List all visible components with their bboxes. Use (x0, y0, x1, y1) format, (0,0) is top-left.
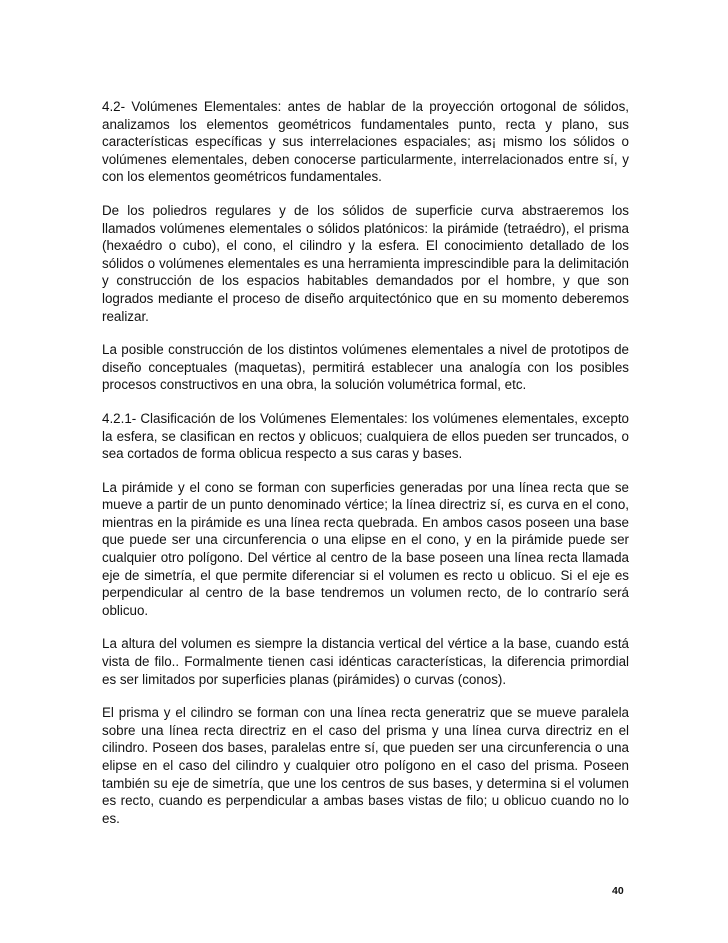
paragraph-altura-volumen: La altura del volumen es siempre la distancia vertical del vértice a la base, cuando está vista de filo.. Formalmente tienen casi idénticas características, la diferencia primordial es ser limitados por superficies planas (pirámides) o curvas (conos). (102, 636, 629, 687)
page-number: 40 (612, 885, 624, 897)
paragraph-prisma-cilindro: El prisma y el cilindro se forman con una línea recta generatriz que se mueve paralela sobre una línea recta directriz en el caso del prisma y una línea curva directriz en el cilindro. Poseen dos bases, paralelas entre sí, que pueden ser una circunferencia o una elipse en el caso del cilindro y cualquier otro polígono en el caso del prisma. Poseen también su eje de simetría, que une los centros de sus bases, y determina si el volumen es recto, cuando es perpendicular a ambas bases vistas de filo; u oblicuo cuando no lo es. (102, 705, 629, 826)
paragraph-piramide-cono: La pirámide y el cono se forman con superficies generadas por una línea recta que se mueve a partir de un punto denominado vértice; la línea directriz sí, es curva en el cono, mientras en la pirámide es una línea recta quebrada. En ambos casos poseen una base que puede ser una circunferencia o una elipse en el cono, y en la pirámide puede ser cualquier otro polígono. Del vértice al centro de la base poseen una línea recta llamada eje de simetría, el que permite diferenciar si el volumen es recto u oblicuo. Si el eje es perpendicular al centro de la base tendremos un volumen recto, de lo contrarío será oblicuo. (102, 479, 629, 618)
document-body (102, 98, 629, 843)
paragraph-solidos-platonicos: De los poliedros regulares y de los sólidos de superficie curva abstraeremos los llamados volúmenes elementales o sólidos platónicos: la pirámide (tetraédro), el prisma (hexaédro o cubo), el cono, el cilindro y la esfera. El conocimiento detallado de los sólidos o volúmenes elementales es una herramienta imprescindible para la delimitación y construcción de los espacios habitables demandados por el hombre, y que son logrados mediante el proceso de diseño arquitectónico que en su momento deberemos realizar. (102, 202, 629, 324)
paragraph-clasificacion: 4.2.1- Clasificación de los Volúmenes Elementales: los volúmenes elementales, excepto la esfera, se clasifican en rectos y oblicuos; cualquiera de ellos pueden ser truncados, o sea cortados de forma oblicua respecto a sus caras y bases. (102, 410, 629, 462)
paragraph-construccion-maquetas: La posible construcción de los distintos volúmenes elementales a nivel de prototipos de diseño conceptuales (maquetas), permitirá establecer una analogía con los posibles procesos constructivos en una obra, la solución volumétrica formal, etc. (102, 342, 629, 393)
paragraph-volumenes-elementales: 4.2- Volúmenes Elementales: antes de hablar de la proyección ortogonal de sólidos, analizamos los elementos geométricos fundamentales punto, recta y plano, sus características específicas y sus interrelaciones espaciales; as¡ mismo los sólidos o volúmenes elementales, deben conocerse particularmente, interrelacionados entre sí, y con los elementos geométricos fundamentales. (102, 99, 629, 185)
